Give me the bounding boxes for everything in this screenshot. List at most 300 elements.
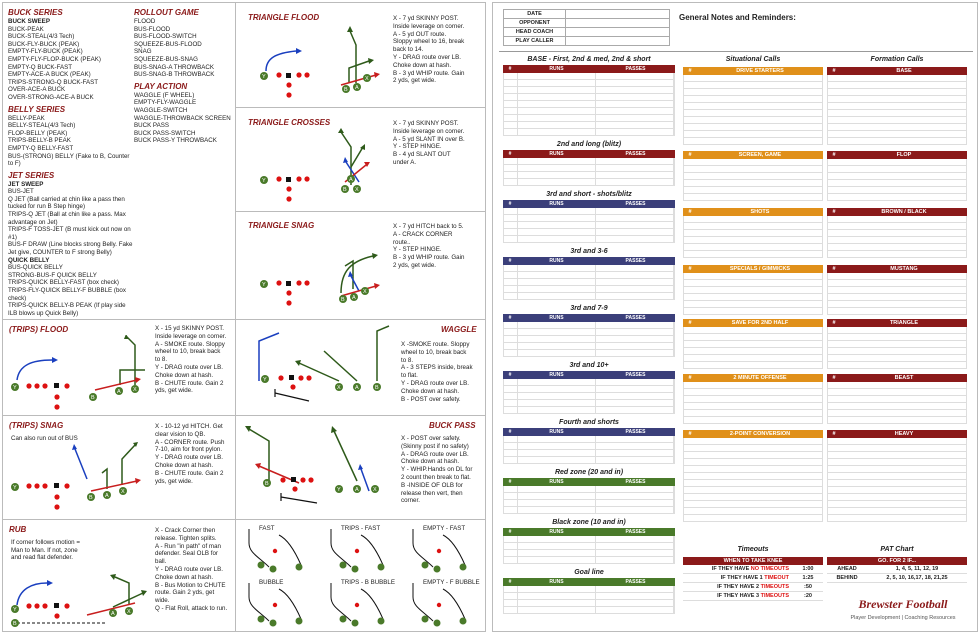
call-row[interactable] xyxy=(683,82,823,89)
play-title-trips-flood: (TRIPS) FLOOD xyxy=(9,325,69,334)
info-row xyxy=(504,37,670,46)
call-group xyxy=(683,208,823,258)
call-row[interactable] xyxy=(827,452,967,459)
svg-text:A: A xyxy=(117,389,121,395)
call-row[interactable] xyxy=(827,445,967,452)
section-title: Fourth and shorts xyxy=(559,419,619,426)
call-row[interactable] xyxy=(827,396,967,403)
play-name: TRIPS-BELLY-B PEAK xyxy=(8,137,71,145)
call-cell xyxy=(518,129,596,135)
play-name: FLOOD xyxy=(134,18,156,25)
call-cell xyxy=(596,450,674,456)
svg-text:B: B xyxy=(89,495,93,501)
call-row[interactable] xyxy=(827,403,967,410)
call-row[interactable] xyxy=(827,131,967,138)
timeouts-prefix: IF THEY HAVE 3 xyxy=(717,593,761,599)
call-row[interactable] xyxy=(827,362,967,369)
call-row[interactable] xyxy=(683,348,823,355)
call-row[interactable] xyxy=(683,452,823,459)
call-row[interactable] xyxy=(683,166,823,173)
screen-diagram xyxy=(403,521,483,575)
call-row[interactable] xyxy=(683,473,823,480)
call-section xyxy=(503,361,675,414)
call-row[interactable] xyxy=(683,480,823,487)
call-row[interactable] xyxy=(503,336,675,343)
call-row[interactable] xyxy=(827,103,967,110)
call-cell xyxy=(518,486,596,492)
call-group xyxy=(827,151,967,201)
call-section xyxy=(503,468,675,514)
call-cell xyxy=(596,158,674,164)
col-header: PASSES xyxy=(625,372,646,378)
call-row[interactable] xyxy=(503,122,675,129)
call-row[interactable] xyxy=(503,115,675,122)
call-row[interactable] xyxy=(503,543,675,550)
call-row[interactable] xyxy=(503,73,675,80)
call-row[interactable] xyxy=(503,550,675,557)
call-row[interactable] xyxy=(683,96,823,103)
call-row[interactable] xyxy=(683,273,823,280)
info-value[interactable] xyxy=(566,19,670,28)
call-row[interactable] xyxy=(683,287,823,294)
play-name: BUS-FLOOD xyxy=(134,25,171,33)
call-row[interactable] xyxy=(827,508,967,515)
info-row xyxy=(504,10,670,19)
call-row[interactable] xyxy=(503,94,675,101)
call-row[interactable] xyxy=(683,237,823,244)
call-row[interactable] xyxy=(683,223,823,230)
call-row[interactable] xyxy=(503,215,675,222)
call-cell xyxy=(596,73,674,79)
call-row[interactable] xyxy=(503,158,675,165)
call-cell xyxy=(596,286,674,292)
call-row[interactable] xyxy=(503,293,675,300)
play-name: EMPTY-FLY-BUCK (PEAK) xyxy=(8,48,83,56)
call-cell xyxy=(596,108,674,114)
desc-line: B - 4 yd SLANT OUT xyxy=(393,151,451,159)
call-row[interactable] xyxy=(827,417,967,424)
call-row[interactable] xyxy=(683,216,823,223)
call-row[interactable] xyxy=(683,308,823,315)
call-row[interactable] xyxy=(827,173,967,180)
call-cell xyxy=(504,94,518,100)
call-cell xyxy=(504,386,518,392)
call-row[interactable] xyxy=(827,237,967,244)
call-row[interactable] xyxy=(503,407,675,414)
call-row[interactable] xyxy=(683,334,823,341)
call-row[interactable] xyxy=(503,600,675,607)
play-name: TRIPS-STRONG-Q BUCK-FAST xyxy=(8,78,99,86)
call-row[interactable] xyxy=(683,180,823,187)
call-cell xyxy=(596,486,674,492)
call-row[interactable] xyxy=(683,103,823,110)
call-cell xyxy=(596,343,674,349)
col-header: # xyxy=(508,315,512,321)
call-cell xyxy=(504,586,518,592)
call-cell xyxy=(504,222,518,228)
play-name: OVER-ACE-A BUCK xyxy=(8,86,66,94)
call-row[interactable] xyxy=(827,194,967,201)
call-row[interactable] xyxy=(683,187,823,194)
call-row[interactable] xyxy=(503,265,675,272)
col-hash: # xyxy=(832,152,836,158)
call-row[interactable] xyxy=(503,393,675,400)
call-row[interactable] xyxy=(827,301,967,308)
col-header: RUNS xyxy=(549,529,564,535)
call-cell xyxy=(518,322,596,328)
call-row[interactable] xyxy=(827,138,967,145)
play-name: FLOP-BELLY (PEAK) xyxy=(8,129,68,137)
desc-line: A - 5 yd OUT route. xyxy=(393,30,447,38)
call-row[interactable] xyxy=(503,386,675,393)
call-cell xyxy=(518,379,596,385)
call-cell xyxy=(596,122,674,128)
section-title: Goal line xyxy=(574,569,604,576)
play-title-buck-pass: BUCK PASS xyxy=(429,421,476,430)
call-row[interactable] xyxy=(503,108,675,115)
call-row[interactable] xyxy=(827,308,967,315)
call-row[interactable] xyxy=(683,294,823,301)
call-row[interactable] xyxy=(683,410,823,417)
call-row[interactable] xyxy=(827,438,967,445)
call-row[interactable] xyxy=(503,179,675,186)
desc-line: Inside leverage on corner. xyxy=(393,22,465,30)
desc-line: Choke down at hash. xyxy=(401,458,460,466)
call-row[interactable] xyxy=(827,382,967,389)
section-title: 2nd and long (blitz) xyxy=(556,141,622,148)
diagram-triangle-flood xyxy=(241,23,391,103)
call-cell xyxy=(504,165,518,171)
call-row[interactable] xyxy=(503,172,675,179)
col-hash: # xyxy=(832,68,836,74)
desc-line: X - POST over safety. xyxy=(401,435,461,442)
desc-line: Choke down at hash. xyxy=(155,573,214,581)
call-cell xyxy=(518,543,596,549)
call-row[interactable] xyxy=(827,459,967,466)
call-row[interactable] xyxy=(683,230,823,237)
call-row[interactable] xyxy=(503,493,675,500)
call-row[interactable] xyxy=(503,222,675,229)
brand-logo: Brewster Football xyxy=(858,597,948,611)
desc-line: release then vert, then xyxy=(401,489,463,497)
call-row[interactable] xyxy=(827,251,967,258)
call-row[interactable] xyxy=(683,355,823,362)
call-row[interactable] xyxy=(827,473,967,480)
call-row[interactable] xyxy=(827,180,967,187)
screen-diagram xyxy=(239,521,319,575)
call-group-header xyxy=(683,67,823,75)
info-value[interactable] xyxy=(566,28,670,37)
call-cell xyxy=(596,550,674,556)
call-row[interactable] xyxy=(683,396,823,403)
desc-line: Y - DRAG route over LB. xyxy=(155,454,223,462)
timeouts-cond xyxy=(683,574,793,582)
call-group-label: MUSTANG xyxy=(890,266,918,272)
desc-line: B - 3 yd WHIP route. Gain xyxy=(393,254,465,262)
notes-title: General Notes and Reminders: xyxy=(679,13,796,22)
call-row[interactable] xyxy=(683,138,823,145)
call-row[interactable] xyxy=(503,286,675,293)
call-row[interactable] xyxy=(683,327,823,334)
call-row[interactable] xyxy=(503,486,675,493)
call-cell xyxy=(518,286,596,292)
diagram-trips-snag xyxy=(7,439,153,515)
info-value[interactable] xyxy=(566,37,670,46)
play-title-triangle-flood: TRIANGLE FLOOD xyxy=(248,13,320,22)
call-row[interactable] xyxy=(827,389,967,396)
call-cell xyxy=(596,443,674,449)
call-row[interactable] xyxy=(683,173,823,180)
call-row[interactable] xyxy=(827,334,967,341)
call-row[interactable] xyxy=(827,89,967,96)
call-row[interactable] xyxy=(683,244,823,251)
call-row[interactable] xyxy=(503,236,675,243)
call-cell xyxy=(518,279,596,285)
call-cell xyxy=(504,329,518,335)
call-row[interactable] xyxy=(827,96,967,103)
col-header: RUNS xyxy=(549,429,564,435)
call-row[interactable] xyxy=(827,287,967,294)
col-header: # xyxy=(508,429,512,435)
screen-label: FAST xyxy=(259,525,275,532)
section-header xyxy=(503,578,675,586)
call-row[interactable] xyxy=(503,80,675,87)
svg-text:A: A xyxy=(352,295,356,301)
call-row[interactable] xyxy=(503,101,675,108)
call-cell xyxy=(518,329,596,335)
call-row[interactable] xyxy=(827,166,967,173)
svg-text:A: A xyxy=(111,611,115,617)
col-hash: # xyxy=(688,320,692,326)
call-cell xyxy=(596,407,674,413)
call-row[interactable] xyxy=(503,272,675,279)
call-cell xyxy=(596,336,674,342)
call-cell xyxy=(596,379,674,385)
call-row[interactable] xyxy=(683,445,823,452)
call-row[interactable] xyxy=(827,110,967,117)
call-group-header xyxy=(827,151,967,159)
series-heading: BUCK SERIES xyxy=(8,8,63,17)
call-row[interactable] xyxy=(503,557,675,564)
call-cell xyxy=(518,87,596,93)
call-row[interactable] xyxy=(503,343,675,350)
call-row[interactable] xyxy=(503,87,675,94)
call-row[interactable] xyxy=(503,536,675,543)
timeouts-header: WHEN TO TAKE KNEE xyxy=(683,557,823,565)
call-cell xyxy=(504,457,518,463)
call-row[interactable] xyxy=(827,223,967,230)
call-cell xyxy=(596,493,674,499)
call-row[interactable] xyxy=(503,457,675,464)
call-row[interactable] xyxy=(683,110,823,117)
desc-line: route.. xyxy=(393,238,411,246)
call-row[interactable] xyxy=(503,129,675,136)
call-row[interactable] xyxy=(503,507,675,514)
info-value[interactable] xyxy=(566,10,670,19)
call-row[interactable] xyxy=(827,487,967,494)
call-group-rows xyxy=(827,159,967,201)
call-row[interactable] xyxy=(683,117,823,124)
call-row[interactable] xyxy=(683,341,823,348)
call-row[interactable] xyxy=(683,75,823,82)
call-group xyxy=(683,151,823,201)
call-row[interactable] xyxy=(683,501,823,508)
call-row[interactable] xyxy=(827,348,967,355)
call-row[interactable] xyxy=(827,480,967,487)
call-row[interactable] xyxy=(503,165,675,172)
call-row[interactable] xyxy=(683,515,823,522)
col-hash: # xyxy=(832,320,836,326)
call-row[interactable] xyxy=(827,410,967,417)
call-row[interactable] xyxy=(683,251,823,258)
call-row[interactable] xyxy=(683,417,823,424)
call-cell xyxy=(504,400,518,406)
call-row[interactable] xyxy=(503,329,675,336)
call-cell xyxy=(596,236,674,242)
call-row[interactable] xyxy=(827,273,967,280)
call-row[interactable] xyxy=(683,508,823,515)
screen-diagram-art xyxy=(239,521,319,575)
call-row[interactable] xyxy=(683,459,823,466)
call-row[interactable] xyxy=(503,586,675,593)
svg-text:Y: Y xyxy=(263,377,267,383)
col-header: # xyxy=(508,258,512,264)
call-sheet-page xyxy=(492,2,978,632)
call-row[interactable] xyxy=(683,487,823,494)
call-cell xyxy=(518,336,596,342)
call-row[interactable] xyxy=(503,500,675,507)
play-name: STRONG-BUS-F QUICK BELLY xyxy=(8,271,97,279)
call-cell xyxy=(504,322,518,328)
desc-line: to 8. xyxy=(401,356,414,364)
call-row[interactable] xyxy=(683,124,823,131)
call-row[interactable] xyxy=(827,187,967,194)
svg-text:B: B xyxy=(344,87,348,93)
svg-text:A: A xyxy=(355,85,359,91)
pat-row xyxy=(827,574,967,583)
call-row[interactable] xyxy=(827,327,967,334)
series-heading: JET SERIES xyxy=(8,170,55,180)
call-row[interactable] xyxy=(683,438,823,445)
timeouts-prefix: IF THEY HAVE xyxy=(711,566,751,572)
call-row[interactable] xyxy=(503,322,675,329)
call-row[interactable] xyxy=(827,294,967,301)
desc-line: A - SMOKE route. Sloppy xyxy=(155,340,225,348)
call-row[interactable] xyxy=(683,194,823,201)
play-name: BUS-(STRONG) BELLY (Fake to B, Counter to F) xyxy=(8,152,130,168)
section-title: 3rd and short - shots/blitz xyxy=(546,191,632,198)
call-row[interactable] xyxy=(827,216,967,223)
svg-text:X: X xyxy=(363,289,367,295)
call-row[interactable] xyxy=(503,229,675,236)
call-row[interactable] xyxy=(683,362,823,369)
call-row[interactable] xyxy=(827,82,967,89)
call-cell xyxy=(504,336,518,342)
info-label: OPPONENT xyxy=(504,19,566,28)
call-row[interactable] xyxy=(827,75,967,82)
call-cell xyxy=(504,407,518,413)
svg-text:B: B xyxy=(13,621,17,627)
call-row[interactable] xyxy=(503,379,675,386)
play-name: BUS-FLOOD-SWITCH xyxy=(134,33,197,41)
call-row[interactable] xyxy=(827,355,967,362)
call-row[interactable] xyxy=(683,403,823,410)
desc-line: X - Crack Corner then xyxy=(155,527,216,534)
call-row[interactable] xyxy=(827,230,967,237)
call-row[interactable] xyxy=(503,450,675,457)
screen-diagram-art xyxy=(321,521,401,575)
call-cell xyxy=(596,350,674,356)
desc-line: X - 7 yd SKINNY POST. xyxy=(393,120,459,127)
play-name: EMPTY-FLY-WAGGLE xyxy=(134,99,197,107)
svg-text:B: B xyxy=(91,395,95,401)
call-row[interactable] xyxy=(827,466,967,473)
call-group-rows xyxy=(683,159,823,201)
call-row[interactable] xyxy=(827,515,967,522)
call-row[interactable] xyxy=(827,494,967,501)
call-row[interactable] xyxy=(503,400,675,407)
call-row[interactable] xyxy=(827,280,967,287)
timeouts-time: :50 xyxy=(804,584,812,590)
desc-line: release. Tighten splits. xyxy=(155,534,217,542)
call-row[interactable] xyxy=(503,593,675,600)
call-group xyxy=(683,67,823,145)
svg-text:Y: Y xyxy=(13,385,17,391)
call-row[interactable] xyxy=(827,117,967,124)
call-row[interactable] xyxy=(683,89,823,96)
call-row[interactable] xyxy=(503,350,675,357)
call-row[interactable] xyxy=(683,159,823,166)
pat-key: AHEAD xyxy=(837,566,857,572)
call-cell xyxy=(504,350,518,356)
call-row[interactable] xyxy=(683,280,823,287)
desc-line: (Skinny post if no safety) xyxy=(401,442,469,450)
play-desc-waggle xyxy=(401,341,485,403)
call-row[interactable] xyxy=(683,389,823,396)
call-row[interactable] xyxy=(827,159,967,166)
call-row[interactable] xyxy=(827,341,967,348)
call-row[interactable] xyxy=(827,244,967,251)
call-row[interactable] xyxy=(683,494,823,501)
call-row[interactable] xyxy=(503,279,675,286)
play-name: BUCK SWEEP xyxy=(8,18,50,25)
call-row[interactable] xyxy=(503,443,675,450)
call-row[interactable] xyxy=(503,436,675,443)
call-row[interactable] xyxy=(683,131,823,138)
col-header: PASSES xyxy=(625,479,646,485)
call-row[interactable] xyxy=(827,501,967,508)
desc-line: X - 7 yd HITCH back to 5. xyxy=(393,223,464,230)
desc-line: 2 yds, get wide. xyxy=(393,261,436,269)
call-row[interactable] xyxy=(683,301,823,308)
run-series-list xyxy=(8,8,133,318)
desc-line: Inside leverage on corner. xyxy=(393,127,465,135)
col-header: RUNS xyxy=(549,479,564,485)
call-row[interactable] xyxy=(827,124,967,131)
call-row[interactable] xyxy=(683,466,823,473)
desc-line: route. Gain 2 yds, get xyxy=(155,589,215,597)
col-header: PASSES xyxy=(625,201,646,207)
call-cell xyxy=(596,94,674,100)
svg-text:X: X xyxy=(127,609,131,615)
call-row[interactable] xyxy=(683,382,823,389)
screen-label: TRIPS - B BUBBLE xyxy=(341,579,395,586)
call-cell xyxy=(504,507,518,513)
call-cell xyxy=(504,208,518,214)
timeouts-time: 1:25 xyxy=(802,575,814,581)
call-row[interactable] xyxy=(503,607,675,614)
call-row[interactable] xyxy=(503,208,675,215)
